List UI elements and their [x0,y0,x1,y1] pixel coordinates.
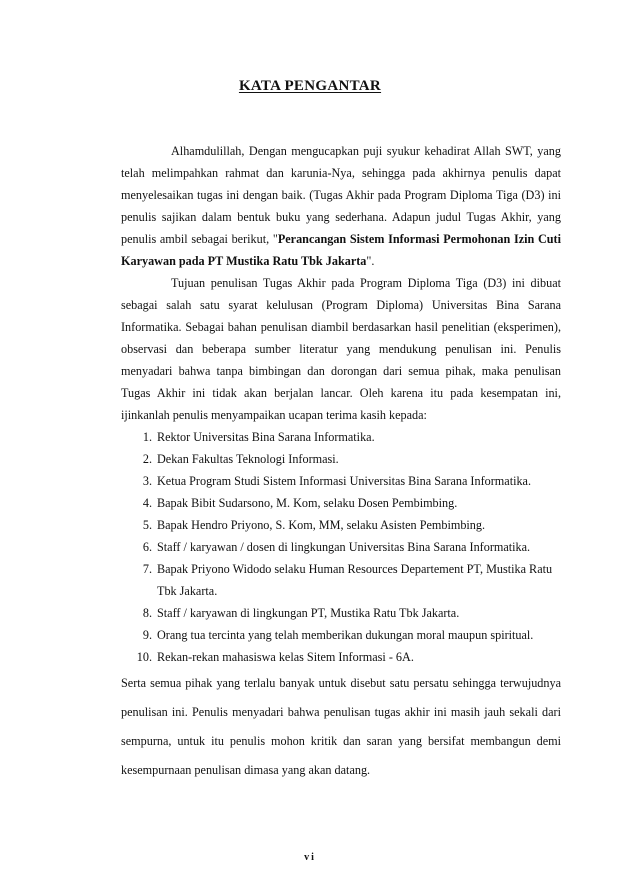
list-text: Bapak Bibit Sudarsono, M. Kom, selaku Dosen Pembimbing. [157,496,458,510]
list-number: 2. [142,452,152,466]
list-item [142,470,561,492]
list-number: 1. [142,430,152,444]
list-number: 5. [142,518,152,532]
list-item [142,536,561,558]
list-item [136,646,561,668]
list-item [142,602,561,624]
intro-text: Alhamdulillah, Dengan mengucapkan puji syukur kehadirat Allah SWT, yang telah melimpahkan rahmat dan karunia-Nya, sehingga pada akhirnya penulis dapat menyelesaikan tugas ini dengan baik. (Tugas Akhir pada Program Diploma Tiga (D3) ini penulis sajikan dalam bentuk buku yang sederhana. Adapun judul Tugas Akhir, yang penulis ambil sebagai berikut, " [121,144,561,246]
list-text: Bapak Priyono Widodo selaku Human Resources Departement PT, Mustika Ratu Tbk Jakarta. [157,562,553,598]
list-number: 8. [142,606,152,620]
paragraph-purpose: Tujuan penulisan Tugas Akhir pada Program Diploma Tiga (D3) ini dibuat sebagai salah satu syarat kelulusan (Program Diploma) Universitas Bina Sarana Informatika. Sebagai bahan penulisan diambil berdasarkan hasil penelitian (eksperimen), observasi dan beberapa sumber literatur yang mendukung penulisan ini. Penulis menyadari bahwa tanpa bimbingan dan dorongan dari semua pihak, maka penulisan Tugas Akhir ini tidak akan berjalan lancar. Oleh karena itu pada kesempatan ini, ijinkanlah penulis menyampaikan ucapan terima kasih kepada: [121,276,561,422]
list-text: Orang tua tercinta yang telah memberikan dukungan moral maupun spiritual. [157,628,534,642]
paragraph-closing: Serta semua pihak yang terlalu banyak untuk disebut satu persatu sehingga terwujudnya penulisan ini. Penulis menyadari bahwa penulisan tugas akhir ini masih jauh sekali dari sempurna, untuk itu penulis mohon kritik dan saran yang bersifat membangun demi kesempurnaan penulisan dimasa yang akan datang. [121,676,561,777]
list-text: Rekan-rekan mahasiswa kelas Sitem Informasi - 6A. [157,650,414,664]
list-number: 4. [142,496,152,510]
thesis-title: Perancangan Sistem Informasi Permohonan Izin Cuti Karyawan pada PT Mustika Ratu Tbk Jakarta [121,232,561,268]
list-item [142,492,561,514]
list-text: Dekan Fakultas Teknologi Informasi. [157,452,339,466]
list-number: 9. [142,628,152,642]
list-item [142,514,561,536]
list-text: Bapak Hendro Priyono, S. Kom, MM, selaku Asisten Pembimbing. [157,518,486,532]
list-item [142,624,561,646]
list-number: 7. [142,562,152,576]
page-title: KATA PENGANTAR [238,78,382,94]
thanks-list [121,426,561,668]
list-item [142,426,561,448]
list-text: Rektor Universitas Bina Sarana Informatika. [157,430,375,444]
page-number: vi [304,852,316,863]
intro-end: ". [366,254,375,268]
list-item [142,448,561,470]
list-text: Ketua Program Studi Sistem Informasi Universitas Bina Sarana Informatika. [157,474,532,488]
list-item [142,558,561,602]
list-number: 3. [142,474,152,488]
list-number: 6. [142,540,152,554]
paragraph-intro [121,140,561,272]
list-text: Staff / karyawan di lingkungan PT, Mustika Ratu Tbk Jakarta. [157,606,460,620]
list-number: 10. [136,650,152,664]
list-text: Staff / karyawan / dosen di lingkungan Universitas Bina Sarana Informatika. [157,540,531,554]
preface-body [121,140,561,785]
